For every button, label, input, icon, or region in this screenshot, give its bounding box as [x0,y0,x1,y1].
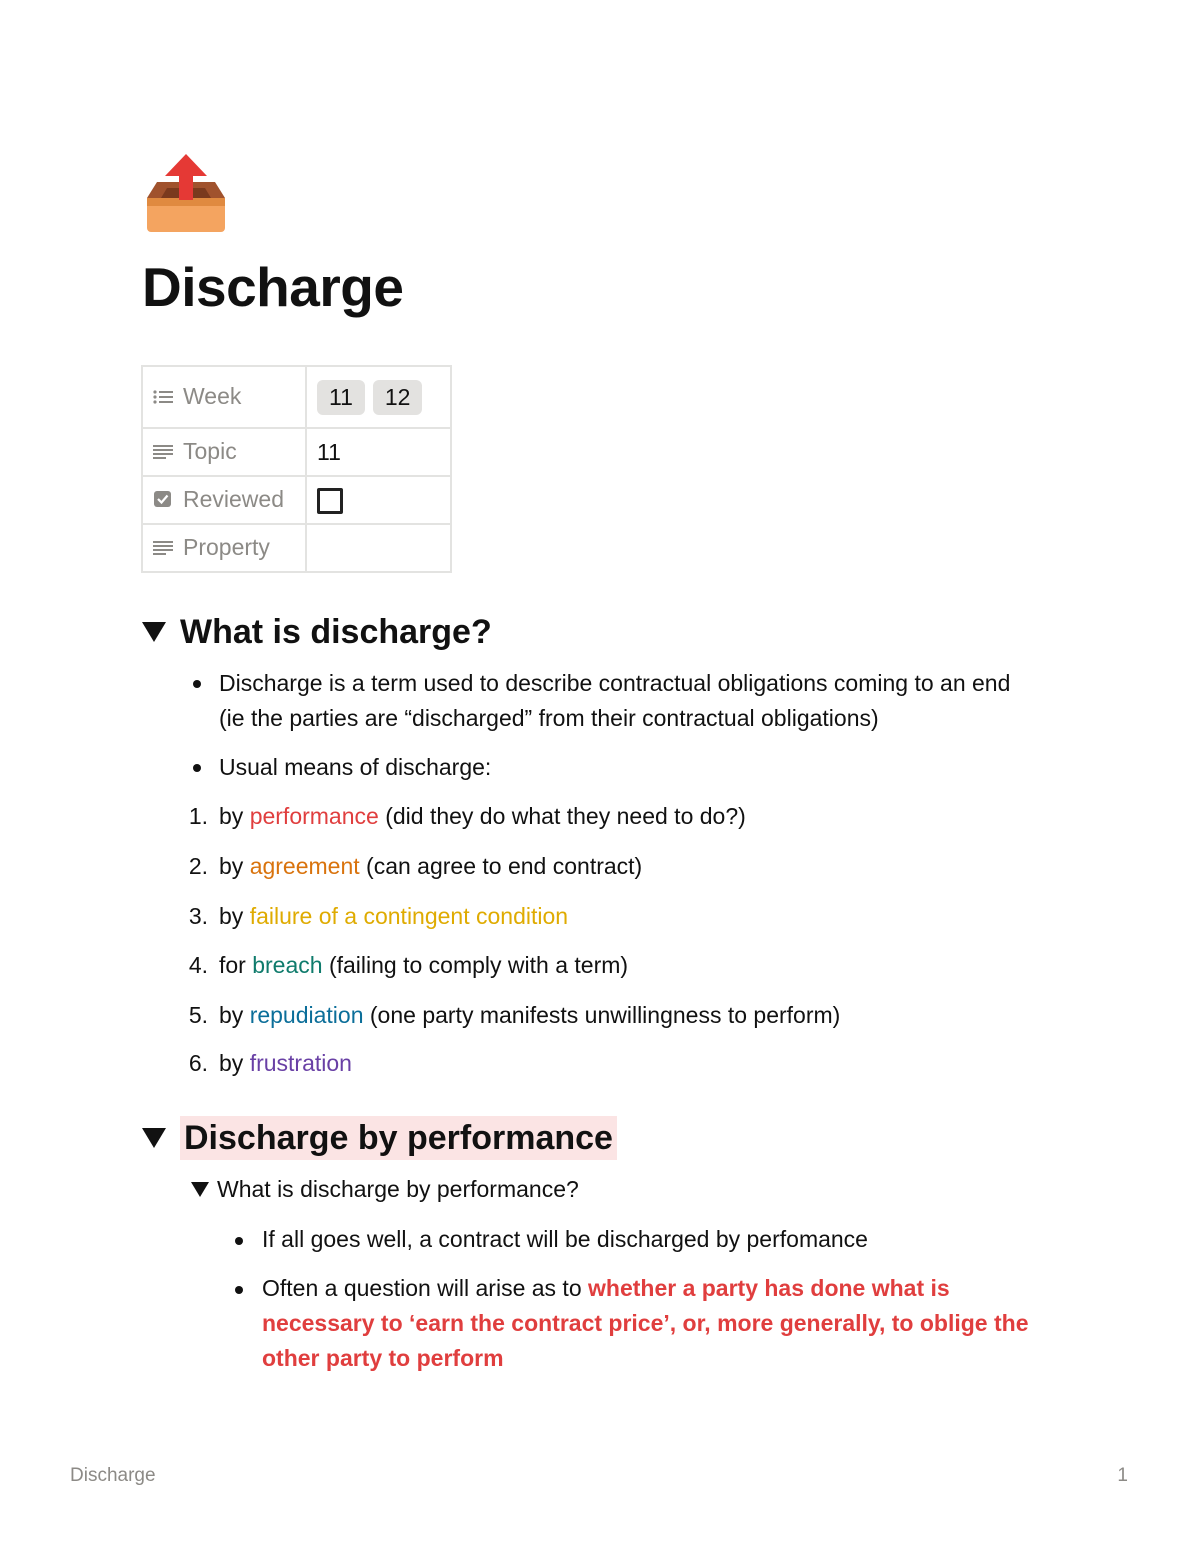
item-prefix: by [219,803,250,829]
numbered-item [219,998,840,1033]
list-number: 1. [188,803,208,829]
numbered-item [219,1046,352,1081]
item-keyword: failure of a contingent condition [249,903,569,929]
item-suffix: (failing to comply with a term) [322,952,629,978]
list-number: 4. [188,952,208,978]
item-keyword: breach [252,952,323,978]
property-label: Property [183,533,270,560]
property-value[interactable]: 11 [306,428,451,476]
list-item-text: Usual means of discharge: [219,754,492,780]
heading-text: Discharge by performance [180,1116,617,1160]
reviewed-checkbox[interactable] [317,488,343,514]
list-number: 6. [188,1050,208,1076]
property-row-week [142,366,451,428]
item-prefix: by [219,853,250,879]
property-row-property [142,524,451,572]
list-item-text: If all goes well, a contract will be discharged by perfomance [262,1226,868,1252]
property-key [142,524,306,572]
text-icon [153,535,175,562]
property-value[interactable] [306,366,451,428]
numbered-item [219,948,628,983]
bullet-dot-icon [235,1237,243,1245]
list-number: 3. [188,903,208,929]
item-keyword: agreement [249,853,360,879]
item-prefix: for [219,952,253,978]
list-number: 5. [188,1002,208,1028]
item-prefix: by [219,903,250,929]
bullet-dot-icon [193,764,201,772]
list-number: 2. [188,853,208,879]
property-row-topic [142,428,451,476]
numbered-item [219,849,642,884]
property-label: Reviewed [183,485,284,512]
property-row-reviewed [142,476,451,524]
checkbox-icon [153,487,175,514]
toggle-triangle-icon[interactable] [142,1128,166,1148]
text-icon [153,439,175,466]
properties-table [141,365,452,573]
text-emphasis: other party to perform [262,1345,504,1371]
list-item-text: (ie the parties are “discharged” from their contractual obligations) [219,705,879,731]
numbered-item [219,799,746,834]
item-prefix: by [219,1002,250,1028]
property-key [142,476,306,524]
text-emphasis: whether a party has done what is [588,1275,950,1301]
property-key [142,366,306,428]
bullet-dot-icon [193,680,201,688]
text-emphasis: necessary to ‘earn the contract price’, or, more generally, to oblige the [262,1310,1029,1336]
numbered-item [219,899,568,934]
toggle-triangle-icon[interactable] [191,1182,209,1197]
tag-week[interactable]: 11 [317,380,365,415]
item-keyword: performance [249,803,379,829]
outbox-tray-icon [143,152,229,238]
property-value[interactable] [306,524,451,572]
item-suffix: (did they do what they need to do?) [378,803,746,829]
item-keyword: frustration [249,1050,352,1076]
property-key [142,428,306,476]
toggle-text: What is discharge by performance? [217,1176,579,1202]
bullet-dot-icon [235,1286,243,1294]
toggle-triangle-icon[interactable] [142,622,166,642]
property-label: Topic [183,437,237,464]
item-keyword: repudiation [249,1002,364,1028]
toggle-what-is-discharge-by-performance[interactable] [191,1172,579,1207]
property-label: Week [183,382,242,409]
toggle-heading-what-is-discharge[interactable] [142,610,492,654]
item-prefix: by [219,1050,250,1076]
multi-select-icon [153,384,175,411]
tag-week[interactable]: 12 [373,380,423,415]
page-number: 1 [1117,1465,1128,1486]
heading-text: What is discharge? [180,613,492,651]
list-item-text [262,1271,950,1306]
item-suffix: (one party manifests unwillingness to perform) [363,1002,841,1028]
item-suffix: (can agree to end contract) [359,853,643,879]
list-item-text: Discharge is a term used to describe contractual obligations coming to an end [219,670,1011,696]
text-normal: Often a question will arise as to [262,1275,588,1301]
footer-title: Discharge [70,1465,156,1486]
page-title: Discharge [142,256,404,318]
property-value[interactable] [306,476,451,524]
toggle-heading-discharge-by-performance[interactable] [142,1116,617,1160]
